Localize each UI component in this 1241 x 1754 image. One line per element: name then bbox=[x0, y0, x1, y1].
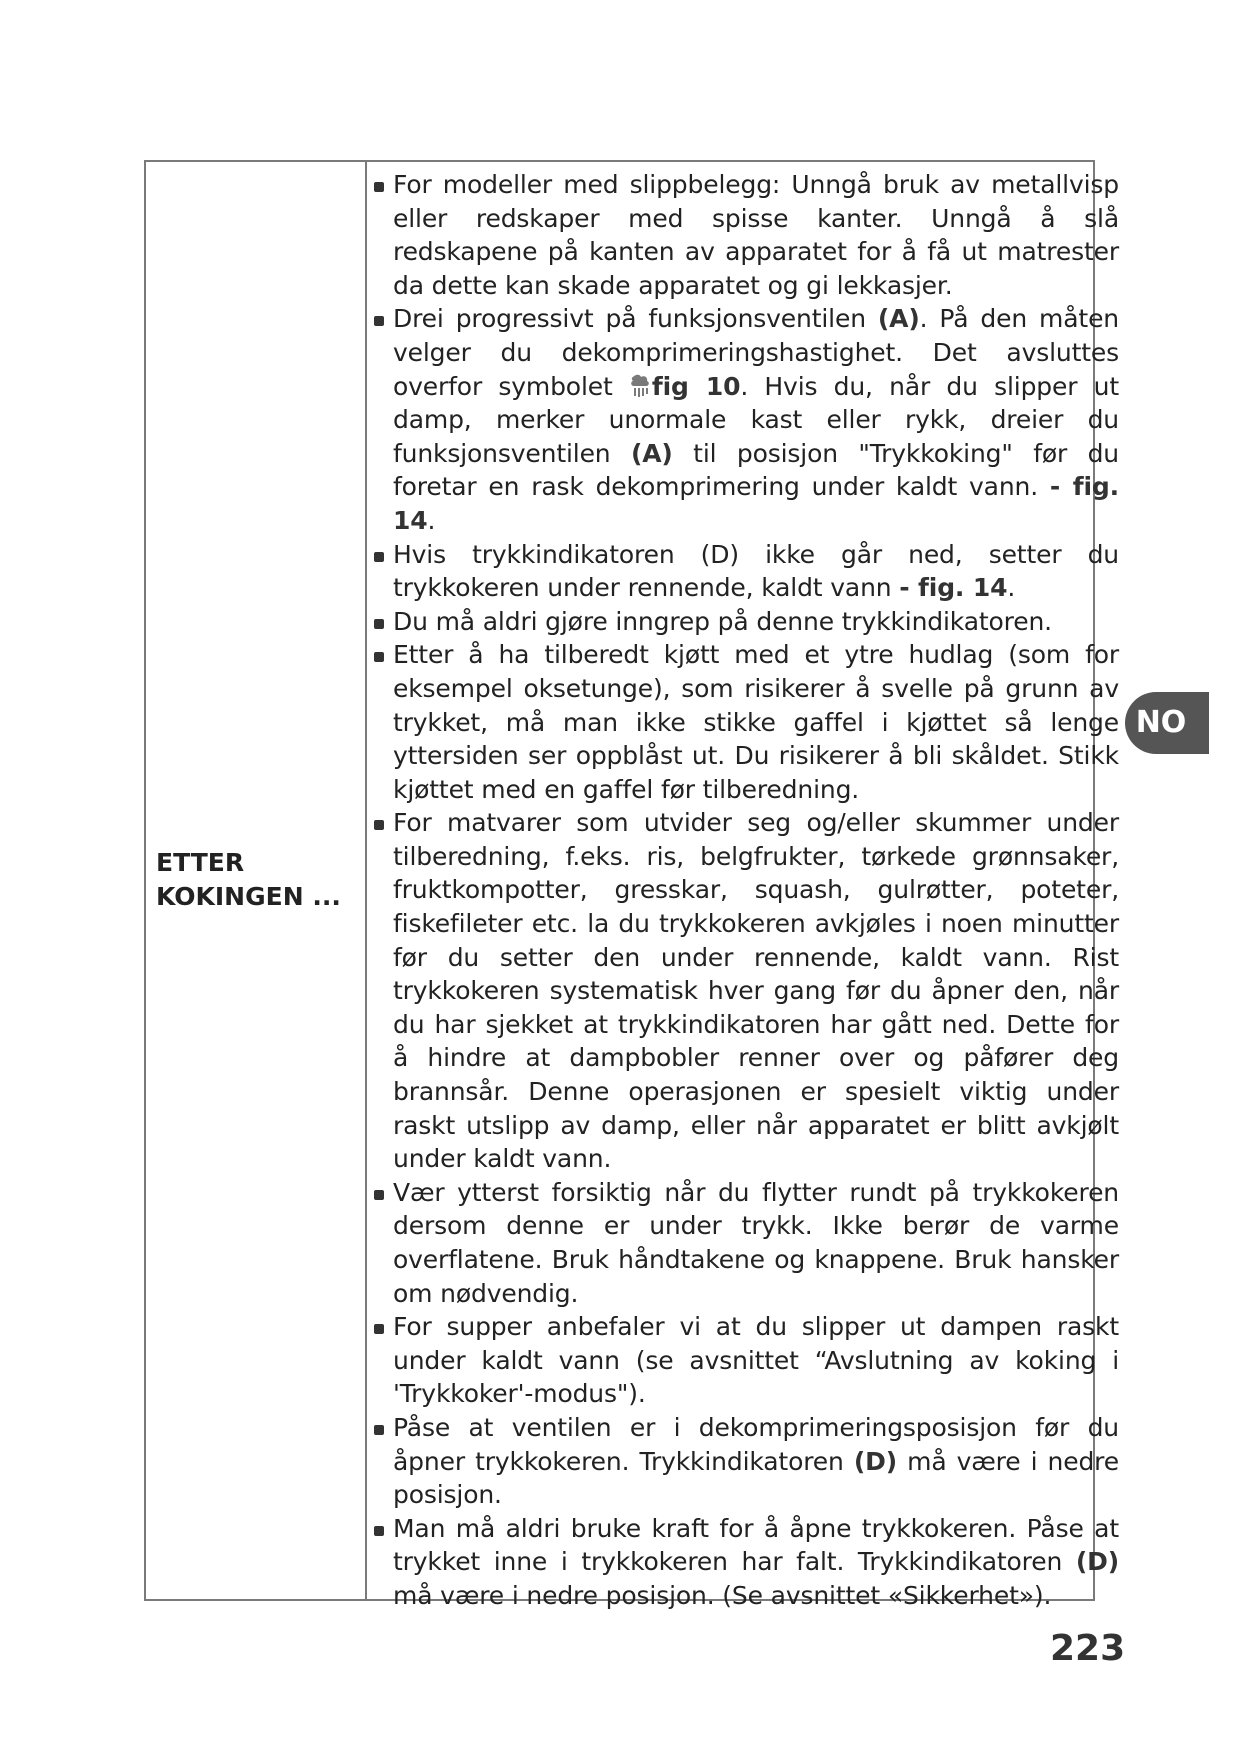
list-item: Påse at ventilen er i dekomprimeringsposisjon før du åpner trykkokeren. Trykkindikatoren (D) må være i nedre posisjon. bbox=[374, 1411, 1119, 1512]
list-item: Hvis trykkindikatoren (D) ikke går ned, setter du trykkokeren under rennende, kaldt vann - fig. 14. bbox=[374, 538, 1119, 605]
instruction-table bbox=[144, 160, 1119, 1610]
page-number: 223 bbox=[1050, 1628, 1126, 1669]
list-item: Vær ytterst forsiktig når du flytter rundt på trykkokeren dersom denne er under trykk. Ikke berør de varme overflatene. Bruk håndtakene og knappene. Bruk hansker om nødvendig. bbox=[374, 1176, 1119, 1310]
section-label-line2: KOKINGEN ... bbox=[156, 882, 341, 911]
section-label-line1: ETTER bbox=[156, 848, 245, 877]
bullet-square-icon bbox=[374, 652, 384, 662]
instructions-content bbox=[374, 168, 1119, 1613]
bullet-square-icon bbox=[374, 820, 384, 830]
list-item: For supper anbefaler vi at du slipper ut dampen raskt under kaldt vann (se avsnittet “Avslutning av koking i 'Trykkoker'-modus"). bbox=[374, 1310, 1119, 1411]
bullet-square-icon bbox=[374, 316, 384, 326]
list-item: Man må aldri bruke kraft for å åpne trykkokeren. Påse at trykket inne i trykkokeren har falt. Trykkindikatoren (D) må være i nedre posisjon. (Se avsnittet «Sikkerhet»). bbox=[374, 1512, 1119, 1613]
bullet-square-icon bbox=[374, 552, 384, 562]
bullet-list bbox=[374, 168, 1119, 1613]
column-divider bbox=[365, 162, 367, 1599]
list-item: Du må aldri gjøre inngrep på denne trykkindikatoren. bbox=[374, 605, 1119, 639]
bullet-square-icon bbox=[374, 1324, 384, 1334]
bullet-square-icon bbox=[374, 1425, 384, 1435]
bullet-square-icon bbox=[374, 1526, 384, 1536]
list-item: Drei progressivt på funksjonsventilen (A). På den måten velger du dekomprimeringshastighet. Det avsluttes overfor symbolet fig 10. Hvis du, når du slipper ut damp, merker unormale kast eller rykk, dreier du funksjonsventilen (A) til posisjon "Trykkoking" før du foretar en rask dekomprimering under kaldt vann. - fig. 14. bbox=[374, 302, 1119, 537]
bullet-square-icon bbox=[374, 1190, 384, 1200]
language-tab: NO bbox=[1125, 692, 1209, 754]
list-item: Etter å ha tilberedt kjøtt med et ytre hudlag (som for eksempel oksetunge), som risikerer å svelle på grunn av trykket, må man ikke stikke gaffel i kjøttet så lenge yttersiden ser oppblåst ut. Du risikerer å bli skåldet. Stikk kjøttet med en gaffel før tilberedning. bbox=[374, 638, 1119, 806]
list-item: For modeller med slippbelegg: Unngå bruk av metallvisp eller redskaper med spisse kanter. Unngå å slå redskapene på kanten av apparatet for å få ut matrester da dette kan skade apparatet og gi lekkasjer. bbox=[374, 168, 1119, 302]
bullet-square-icon bbox=[374, 182, 384, 192]
steam-release-icon bbox=[629, 374, 651, 398]
bullet-square-icon bbox=[374, 619, 384, 629]
list-item: For matvarer som utvider seg og/eller skummer under tilberedning, f.eks. ris, belgfrukter, tørkede grønnsaker, fruktkompotter, gresskar, squash, gulrøtter, poteter, fiskefileter etc. la du trykkokeren avkjøles i noen minutter før du setter den under rennende, kaldt vann. Rist trykkokeren systematisk hver gang før du åpner den, når du har sjekket at trykkindikatoren har gått ned. Dette for å hindre at dampbobler renner over og påfører deg brannsår. Denne operasjonen er spesielt viktig under raskt utslipp av damp, eller når apparatet er blitt avkjølt under kaldt vann. bbox=[374, 806, 1119, 1176]
section-label bbox=[156, 846, 356, 914]
